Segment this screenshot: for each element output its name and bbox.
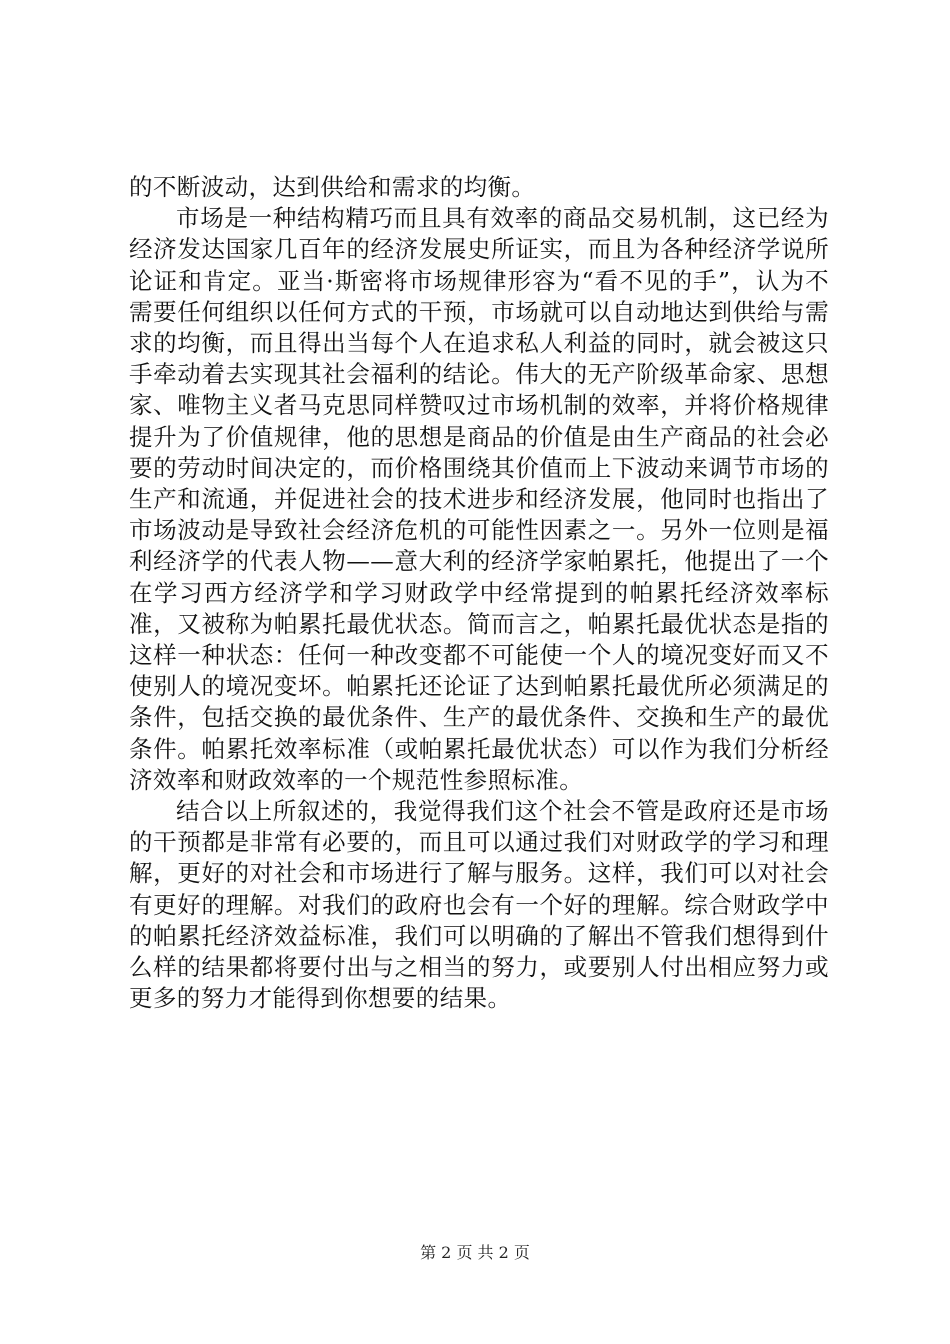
paragraph-1: 的不断波动，达到供给和需求的均衡。 xyxy=(129,173,536,201)
page-number-label: 第 2 页 共 2 页 xyxy=(420,1243,530,1262)
paragraph-2: 市场是一种结构精巧而且具有效率的商品交易机制，这已经为经济发达国家几百年的经济发展史所证实，而且为各种经济学说所论证和肯定。亚当·斯密将市场规律形容为“看不见的手”，认为不需要任何组织以任何方式的干预，市场就可以自动地达到供给与需求的均衡，而且得出当每个人在追求私人利益的同时，就会被这只手牵动着去实现其社会福利的结论。伟大的无产阶级革命家、思想家、唯物主义者马克思同样赞叹过市场机制的效率，并将价格规律提升为了价值规律，他的思想是商品的价值是由生产商品的社会必要的劳动时间决定的，而价格围绕其价值而上下波动来调节市场的生产和流通，并促进社会的技术进步和经济发展，他同时也指出了市场波动是导致社会经济危机的可能性因素之一。另外一位则是福利经济学的代表人物——意大利的经济学家帕累托，他提出了一个在学习西方经济学和学习财政学中经常提到的帕累托经济效率标准，又被称为帕累托最优状态。简而言之，帕累托最优状态是指的这样一种状态：任何一种改变都不可能使一个人的境况变好而又不使别人的境况变坏。帕累托还论证了达到帕累托最优所必须满足的条件，包括交换的最优条件、生产的最优条件、交换和生产的最优条件。帕累托效率标准（或帕累托最优状态）可以作为我们分析经济效率和财政效率的一个规范性参照标准。 xyxy=(129,204,829,794)
paragraph-3: 结合以上所叙述的，我觉得我们这个社会不管是政府还是市场的干预都是非常有必要的，而且可以通过我们对财政学的学习和理解，更好的对社会和市场进行了解与服务。这样，我们可以对社会有更好的理解。对我们的政府也会有一个好的理解。综合财政学中的帕累托经济效益标准，我们可以明确的了解出不管我们想得到什么样的结果都将要付出与之相当的努力，或要别人付出相应努力或更多的努力才能得到你想要的结果。 xyxy=(129,797,829,1013)
body-text xyxy=(129,172,829,1014)
page-footer xyxy=(0,1243,950,1263)
